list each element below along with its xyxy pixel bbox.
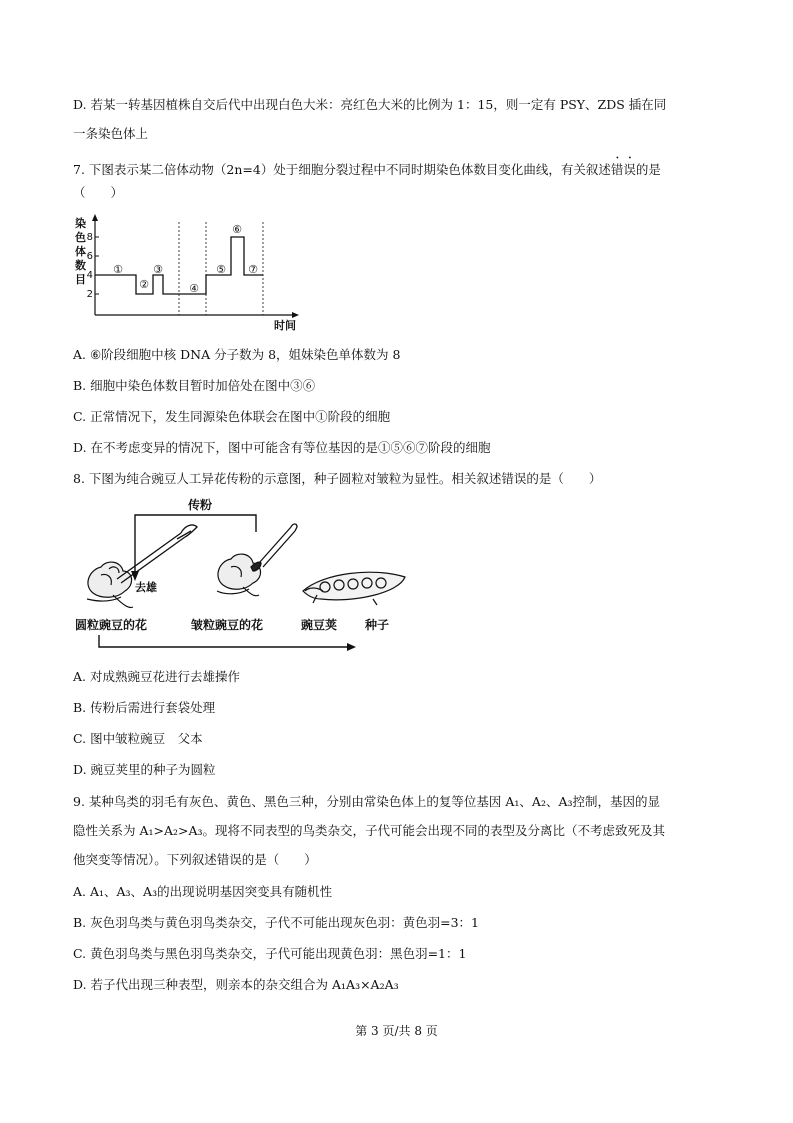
q7-chromosome-chart — [73, 212, 313, 338]
q7-paren: （ ） — [73, 185, 124, 200]
chart-ytick-2: 2 — [86, 289, 93, 300]
q8-pollination-figure — [73, 495, 433, 657]
q9-stem-line1: 9. 某种鸟类的羽毛有灰色、黄色、黑色三种，分别由常染色体上的复等位基因 A₁、A₂、A₃控制，基因的显 — [73, 794, 660, 809]
chart-stage-1: ① — [113, 263, 123, 276]
q7-stem — [73, 155, 661, 179]
q8-option-a: A. 对成熟豌豆花进行去雄操作 — [73, 669, 240, 684]
chart-stage-5: ⑤ — [216, 263, 226, 276]
label-emasculate: 去雄 — [135, 581, 157, 594]
chart-ylabel-3: 体 — [75, 245, 86, 258]
q9-option-c: C. 黄色羽鸟类与黑色羽鸟类杂交，子代可能出现黄色羽：黑色羽=1：1 — [73, 946, 467, 961]
bottom-arrow-head — [347, 643, 356, 651]
q7-option-c: C. 正常情况下，发生同源染色体联会在图中①阶段的细胞 — [73, 409, 391, 424]
chart-ylabel-5: 目 — [75, 273, 86, 286]
chart-stage-2: ② — [139, 278, 149, 291]
q7-option-b: B. 细胞中染色体数目暂时加倍处在图中③⑥ — [73, 378, 316, 393]
brush-icon — [251, 524, 297, 571]
q9-stem-line3: 他突变等情况）。下列叙述错误的是（ ） — [73, 852, 317, 867]
q9-option-d: D. 若子代出现三种表型，则亲本的杂交组合为 A₁A₃×A₂A₃ — [73, 977, 399, 992]
chart-ytick-8: 8 — [86, 232, 93, 243]
page-footer: 第 3 页/共 8 页 — [355, 1024, 438, 1038]
chart-ytick-4: 4 — [86, 270, 93, 281]
q7-stem-text: 7. 下图表示某二倍体动物（2n=4）处于细胞分裂过程中不同时期染色体数目变化曲线，有关叙述 — [73, 162, 611, 177]
chart-ytick-6: 6 — [86, 251, 93, 262]
chart-ylabel-2: 色 — [75, 231, 86, 244]
q7-stem-emphasis: 错误 — [610, 162, 636, 177]
chart-xlabel: 时间 — [274, 319, 296, 332]
chart-y-arrow — [92, 214, 98, 221]
label-seed: 种子 — [365, 618, 390, 632]
label-pollinate: 传粉 — [187, 498, 213, 512]
label-pod: 豌豆荚 — [301, 618, 338, 632]
q7-option-a: A. ⑥阶段细胞中核 DNA 分子数为 8，姐妹染色单体数为 8 — [73, 347, 401, 362]
label-round-flower: 圆粒豌豆的花 — [75, 618, 148, 632]
q7-option-d: D. 在不考虑变异的情况下，图中可能含有等位基因的是①⑤⑥⑦阶段的细胞 — [73, 440, 491, 455]
q8-option-d: D. 豌豆荚里的种子为圆粒 — [73, 762, 216, 777]
chart-stage-4: ④ — [189, 282, 199, 295]
chart-ylabel-1: 染 — [75, 217, 86, 230]
chart-stage-6: ⑥ — [232, 223, 242, 236]
chart-stage-3: ③ — [153, 263, 163, 276]
chart-ylabel-4: 数 — [75, 259, 86, 272]
bottom-arrow — [99, 635, 349, 647]
q9-option-a: A. A₁、A₃、A₃的出现说明基因突变具有随机性 — [73, 884, 333, 899]
round-pea-flower-icon — [87, 562, 133, 607]
chart-x-arrow — [292, 312, 299, 318]
q6-option-d-line1: D. 若某一转基因植株自交后代中出现白色大米：亮红色大米的比例为 1：15，则一定有 PSY、ZDS 插在同 — [73, 97, 667, 112]
q8-option-b: B. 传粉后需进行套袋处理 — [73, 700, 216, 715]
q9-option-b: B. 灰色羽鸟类与黄色羽鸟类杂交，子代不可能出现灰色羽：黄色羽=3：1 — [73, 915, 480, 930]
wrinkled-pea-flower-icon — [217, 554, 261, 596]
q8-stem: 8. 下图为纯合豌豆人工异花传粉的示意图，种子圆粒对皱粒为显性。相关叙述错误的是（ ） — [73, 471, 602, 486]
pea-pod-icon — [303, 572, 405, 605]
chart-stage-7: ⑦ — [248, 263, 258, 276]
q6-option-d-line2: 一条染色体上 — [73, 126, 149, 141]
q9-stem-line2: 隐性关系为 A₁>A₂>A₃。现将不同表型的鸟类杂交，子代可能会出现不同的表型及分离比（不考虑致死及其 — [73, 823, 666, 838]
label-wrinkled-flower: 皱粒豌豆的花 — [191, 618, 264, 632]
q8-option-c: C. 图中皱粒豌豆 父本 — [73, 731, 203, 746]
q7-stem-tail: 的是 — [635, 162, 661, 177]
